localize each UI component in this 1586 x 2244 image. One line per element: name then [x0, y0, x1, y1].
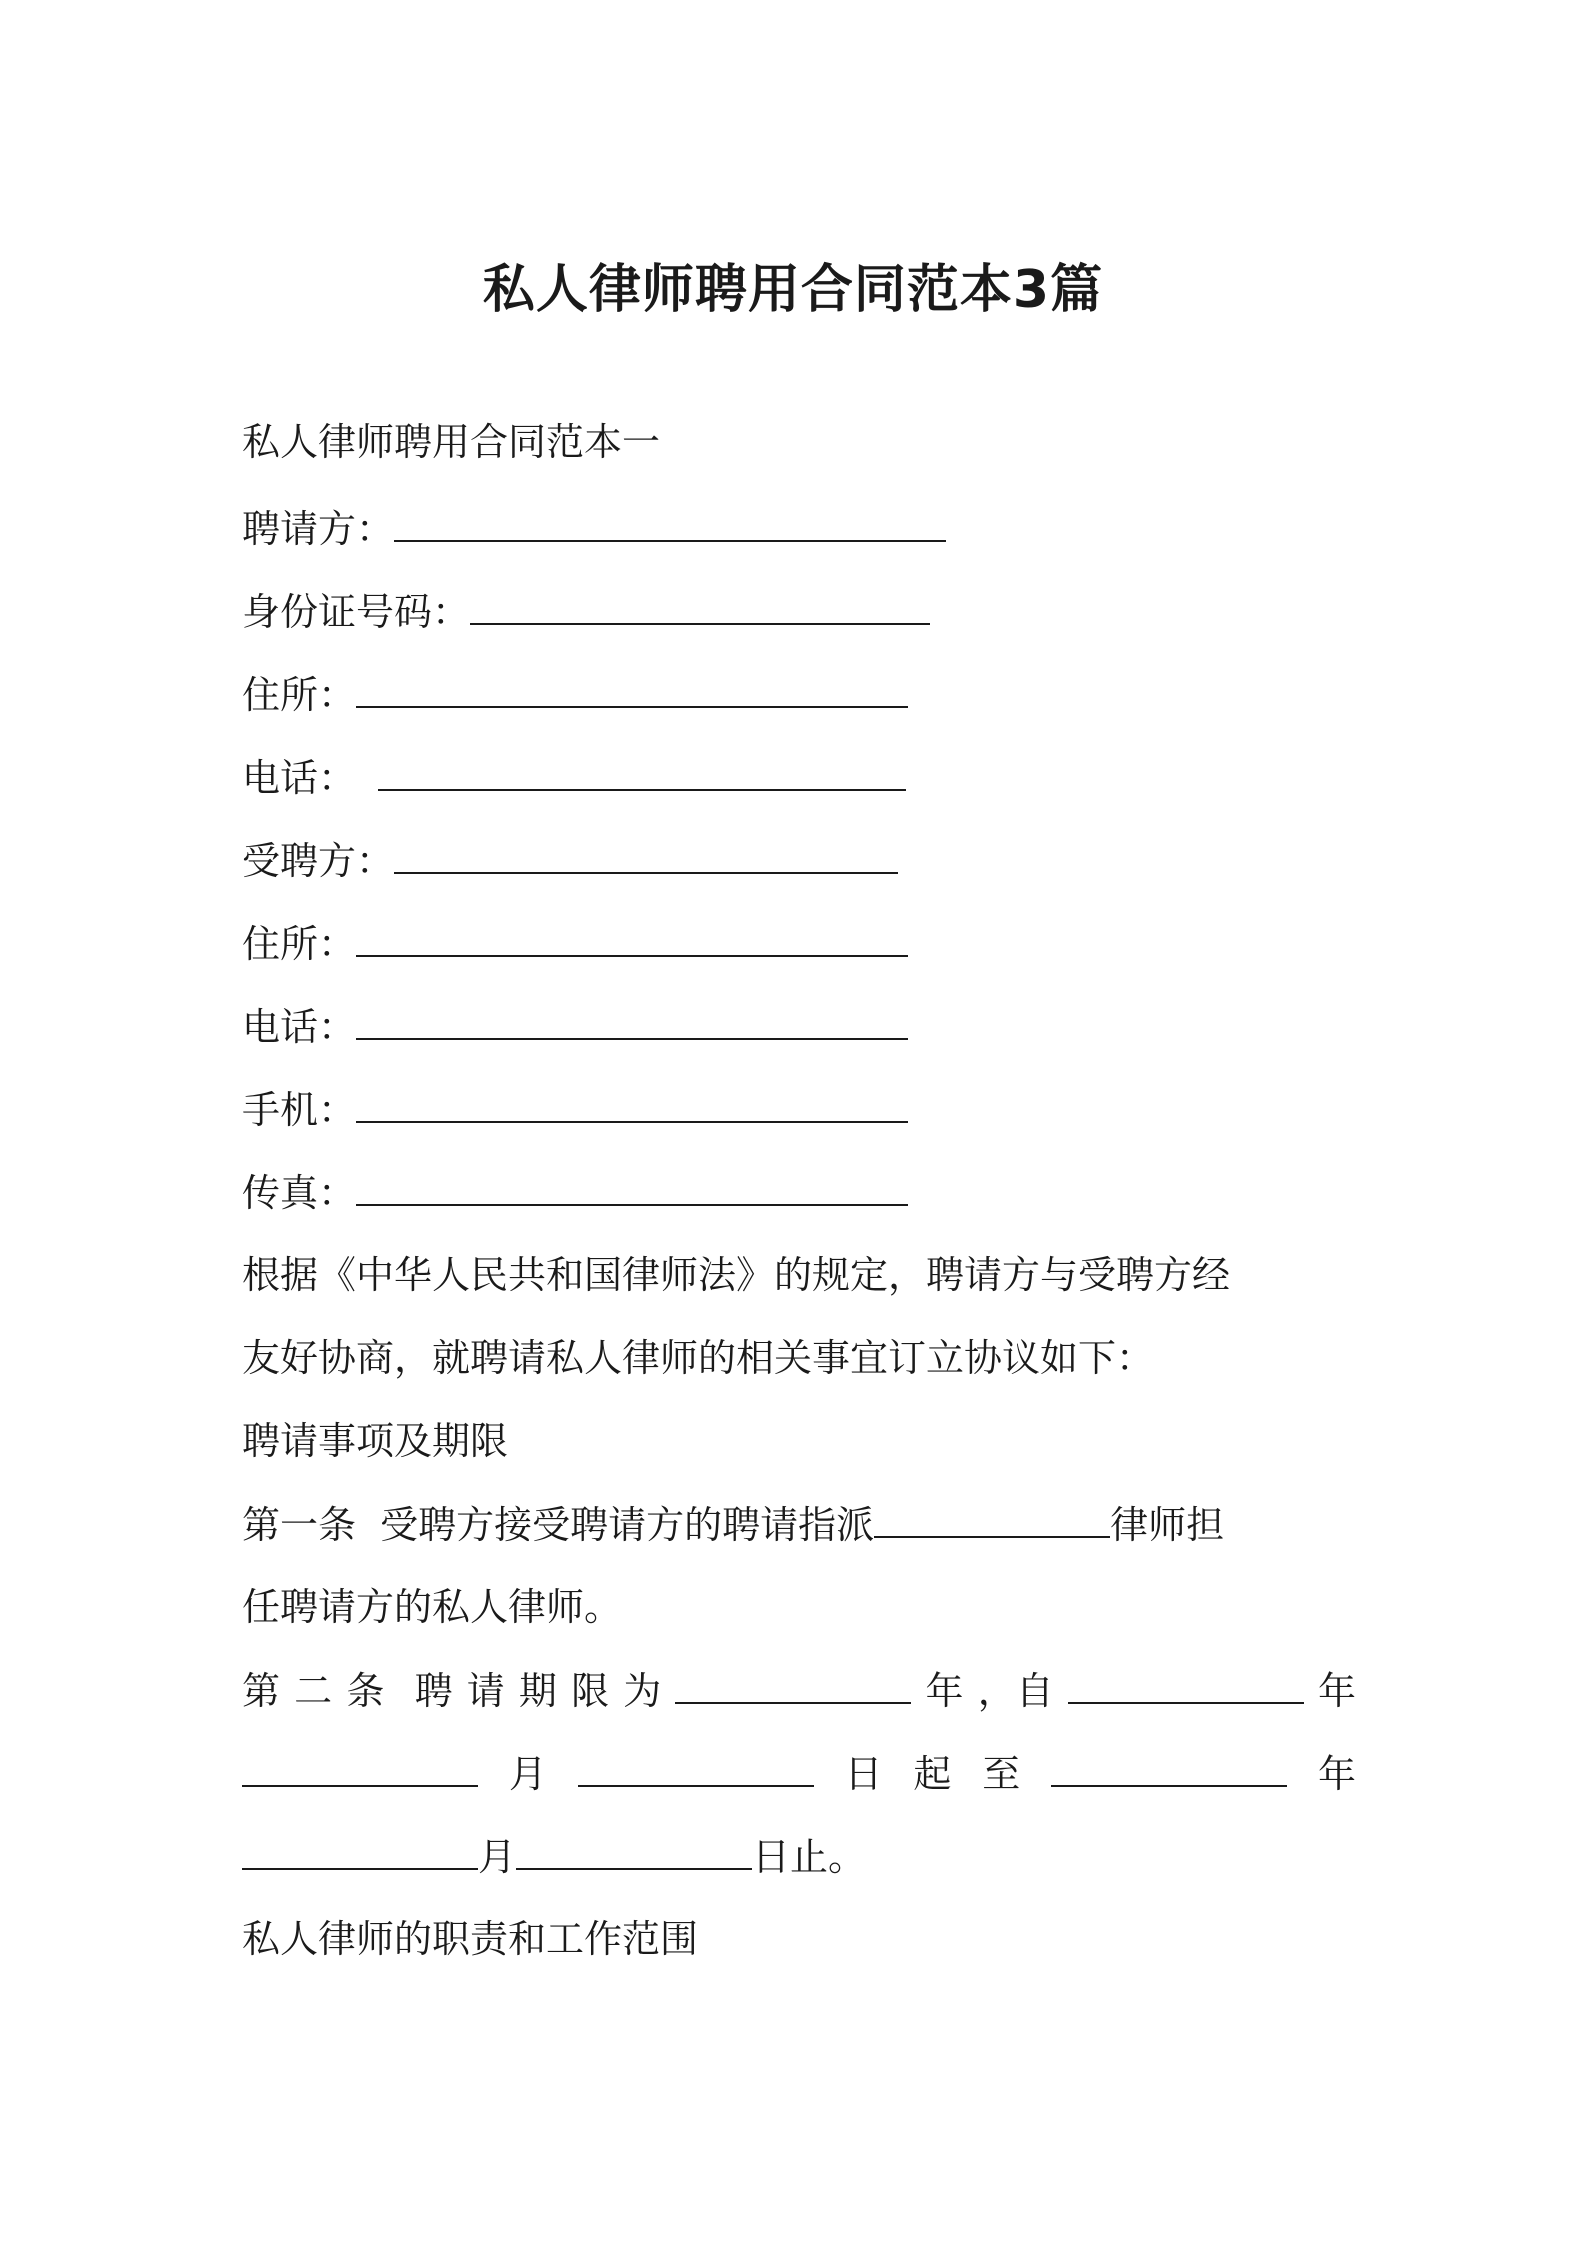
field-label: 受聘方： — [242, 839, 395, 883]
article-two-year: 年 — [1317, 1752, 1356, 1796]
fill-blank — [1068, 1662, 1304, 1704]
fill-blank — [356, 1164, 908, 1206]
fill-blank — [242, 1828, 478, 1870]
field-label: 电话： — [242, 756, 357, 800]
fill-blank — [1051, 1745, 1287, 1787]
field-employer — [242, 500, 946, 557]
field-phone-employer — [242, 749, 906, 806]
article-two-qi: 起 — [913, 1752, 952, 1796]
field-fax — [242, 1164, 908, 1221]
heading-contract-one: 私人律师聘用合同范本一 — [242, 420, 661, 464]
article-two-from: ，自 — [977, 1669, 1054, 1713]
article-one-line-2: 任聘请方的私人律师。 — [242, 1585, 623, 1629]
article-two-end: 日止。 — [752, 1835, 867, 1879]
fill-blank — [394, 832, 898, 874]
fill-blank — [470, 583, 930, 625]
article-two-line-1 — [242, 1662, 1356, 1719]
article-two-line-2 — [242, 1745, 1356, 1802]
article-two-month: 月 — [478, 1835, 517, 1879]
field-address-employer — [242, 666, 908, 723]
article-one-prefix: 第一条 受聘方接受聘请方的聘请指派 — [242, 1503, 875, 1547]
field-label: 住所： — [242, 673, 357, 717]
article-two-char: 二 — [294, 1669, 333, 1713]
article-two-day: 日 — [844, 1752, 883, 1796]
article-two-char: 期 — [518, 1669, 557, 1713]
fill-blank — [394, 500, 946, 542]
field-label: 手机： — [242, 1088, 357, 1132]
field-label: 传真： — [242, 1171, 357, 1215]
intro-paragraph-line-2: 友好协商，就聘请私人律师的相关事宜订立协议如下： — [242, 1336, 1155, 1380]
article-two-char: 限 — [571, 1669, 610, 1713]
article-two-char: 为 — [623, 1669, 662, 1713]
field-phone-employee — [242, 998, 908, 1055]
article-two-char: 聘 — [414, 1669, 453, 1713]
section-heading-duties: 私人律师的职责和工作范围 — [242, 1917, 699, 1961]
fill-blank — [378, 749, 906, 791]
field-label: 住所： — [242, 922, 357, 966]
article-two-char: 条 — [346, 1669, 385, 1713]
section-heading-terms: 聘请事项及期限 — [242, 1419, 509, 1463]
article-two-month: 月 — [508, 1752, 547, 1796]
field-label: 身份证号码： — [242, 590, 471, 634]
article-two-line-3 — [242, 1828, 866, 1885]
fill-blank — [356, 1081, 908, 1123]
fill-blank — [874, 1496, 1110, 1538]
field-id-number — [242, 583, 930, 640]
fill-blank — [516, 1828, 752, 1870]
article-two-char: 第 — [242, 1669, 281, 1713]
intro-paragraph-line-1: 根据《中华人民共和国律师法》的规定，聘请方与受聘方经 — [242, 1253, 1231, 1297]
field-employee — [242, 832, 898, 889]
article-two-year: 年 — [925, 1669, 964, 1713]
field-address-employee — [242, 915, 908, 972]
fill-blank — [675, 1662, 911, 1704]
fill-blank — [578, 1745, 814, 1787]
article-two-year: 年 — [1317, 1669, 1356, 1713]
field-label: 聘请方： — [242, 507, 395, 551]
fill-blank — [242, 1745, 478, 1787]
fill-blank — [356, 666, 908, 708]
field-label: 电话： — [242, 1005, 357, 1049]
article-one-line-1 — [242, 1496, 1224, 1553]
article-two-zhi: 至 — [982, 1752, 1021, 1796]
field-mobile — [242, 1081, 908, 1138]
fill-blank — [356, 998, 908, 1040]
article-two-char: 请 — [466, 1669, 505, 1713]
article-one-suffix: 律师担 — [1110, 1503, 1225, 1547]
fill-blank — [356, 915, 908, 957]
document-title: 私人律师聘用合同范本3篇 — [482, 260, 1104, 320]
